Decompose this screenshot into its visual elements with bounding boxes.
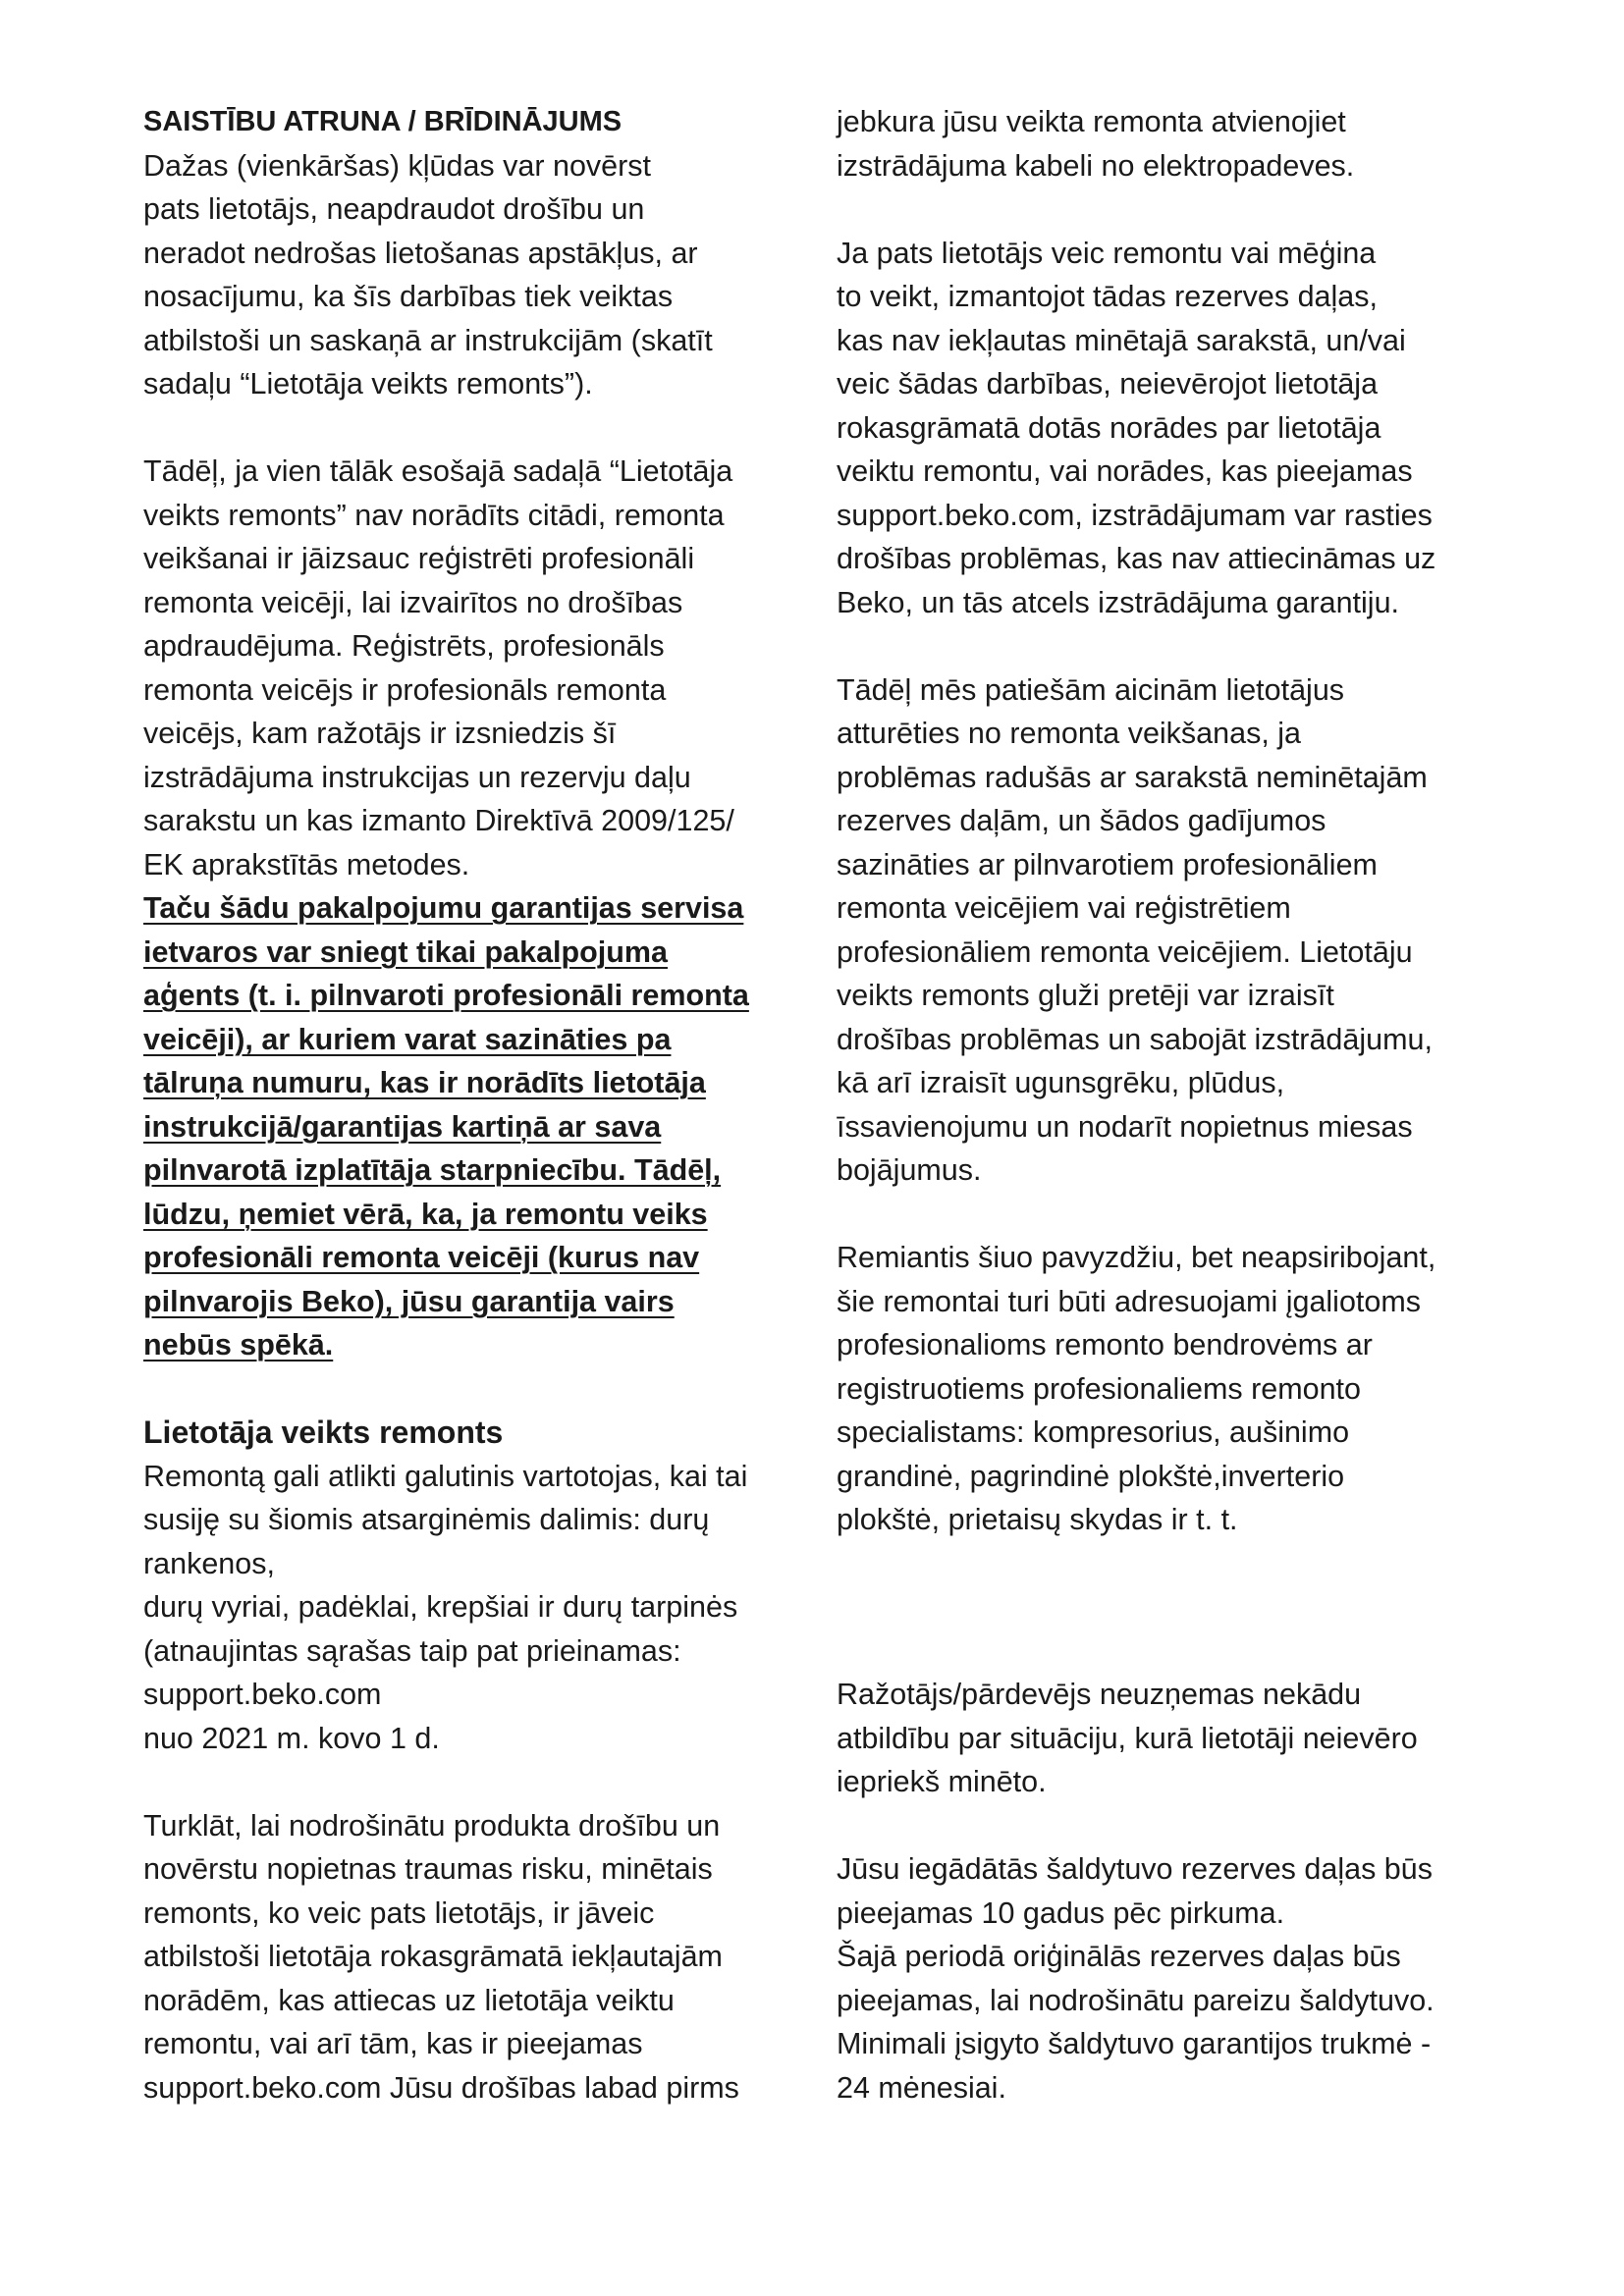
text-line: to veikt, izmantojot tādas rezerves daļas, bbox=[837, 280, 1378, 313]
text-line: nosacījumu, ka šīs darbības tiek veiktas bbox=[143, 280, 674, 313]
text-line: problēmas radušās ar sarakstā neminētajām bbox=[837, 760, 1428, 794]
text-line: specialistams: kompresorius, aušinimo bbox=[837, 1415, 1350, 1449]
text-line: iepriekš minēto. bbox=[837, 1765, 1047, 1798]
warning-line: instrukcijā/garantijas kartiņā ar sava bbox=[143, 1109, 662, 1144]
text-line: rezerves daļām, un šādos gadījumos bbox=[837, 804, 1326, 837]
text-line: EK aprakstītās metodes. bbox=[143, 847, 470, 881]
warning-line: pilnvarotā izplatītāja starpniecību. Tādēļ, bbox=[143, 1153, 722, 1187]
text-line: norādēm, kas attiecas uz lietotāja veiktu bbox=[143, 1983, 675, 2017]
text-line: veic šādas darbības, neievērojot lietotāja bbox=[837, 367, 1379, 400]
left-column bbox=[143, 100, 831, 2109]
text-line: pats lietotājs, neapdraudot drošību un bbox=[143, 192, 645, 226]
text-line: novērstu nopietnas traumas risku, minētais bbox=[143, 1852, 713, 1886]
text-line: apdraudējuma. Reģistrēts, profesionāls bbox=[143, 629, 665, 663]
text-line: Remontą gali atlikti galutinis vartotojas, kai tai bbox=[143, 1459, 748, 1493]
right-column bbox=[837, 100, 1514, 2109]
text-line: Tādēļ mēs patiešām aicinām lietotājus bbox=[837, 672, 1345, 707]
text-line: veikts remonts” nav norādīts citādi, remonta bbox=[143, 498, 725, 532]
text-line: bojājumus. bbox=[837, 1153, 982, 1187]
text-line: support.beko.com, izstrādājumam var rasties bbox=[837, 498, 1433, 532]
right-paragraph-4 bbox=[837, 1236, 1514, 1542]
warning-line: ietvaros var sniegt tikai pakalpojuma bbox=[143, 934, 668, 969]
text-line: pieejamas, lai nodrošinātu pareizu šaldytuvo. bbox=[837, 1983, 1435, 2017]
text-line: Ražotājs/pārdevējs neuzņemas nekādu bbox=[837, 1678, 1362, 1711]
right-paragraph-1 bbox=[837, 100, 1514, 187]
text-line: Remiantis šiuo pavyzdžiu, bet neapsiribojant, bbox=[837, 1241, 1436, 1274]
text-line: drošības problēmas, kas nav attiecināmas uz bbox=[837, 542, 1436, 575]
text-line: Ja pats lietotājs veic remontu vai mēģina bbox=[837, 236, 1377, 270]
text-line: remonts, ko veic pats lietotājs, ir jāveic bbox=[143, 1896, 655, 1930]
text-line: rokasgrāmatā dotās norādes par lietotāja bbox=[837, 410, 1381, 445]
text-line: Turklāt, lai nodrošinātu produkta drošību un bbox=[143, 1808, 721, 1842]
right-paragraph-3 bbox=[837, 668, 1514, 1193]
text-line: susiję su šiomis atsarginėmis dalimis: durų bbox=[143, 1503, 710, 1536]
warning-line: pilnvarojis Beko), jūsu garantija vairs bbox=[143, 1284, 675, 1318]
text-line: veikšanai ir jāizsauc reģistrēti profesionāli bbox=[143, 542, 695, 575]
left-paragraph-2 bbox=[143, 450, 831, 886]
text-line: kas nav iekļautas minētajā sarakstā, un/vai bbox=[837, 323, 1406, 357]
text-line: īssavienojumu un nodarīt nopietnus miesas bbox=[837, 1109, 1413, 1144]
text-line: grandinė, pagrindinė plokštė,inverterio bbox=[837, 1459, 1345, 1493]
right-paragraph-2 bbox=[837, 232, 1514, 625]
text-line: nuo 2021 m. kovo 1 d. bbox=[143, 1721, 440, 1755]
text-line: durų vyriai, padėklai, krepšiai ir durų tarpinės bbox=[143, 1590, 738, 1624]
text-line: 24 mėnesiai. bbox=[837, 2070, 1006, 2105]
text-line: atbilstoši lietotāja rokasgrāmatā iekļautajām bbox=[143, 1940, 723, 1973]
disclaimer-heading: SAISTĪBU ATRUNA / BRĪDINĀJUMS bbox=[143, 106, 623, 137]
text-line: profesionalioms remonto bendrovėms ar bbox=[837, 1328, 1373, 1362]
left-paragraph-4 bbox=[143, 1804, 831, 2110]
text-line: Beko, un tās atcels izstrādājuma garantiju. bbox=[837, 585, 1400, 619]
text-line: veiktu remontu, vai norādes, kas pieejamas bbox=[837, 454, 1413, 488]
text-line: Šajā periodā oriģinālās rezerves daļas būs bbox=[837, 1940, 1401, 1973]
warranty-warning bbox=[143, 886, 831, 1367]
text-line: (atnaujintas sąrašas taip pat prieinamas: bbox=[143, 1633, 681, 1668]
warning-line: lūdzu, ņemiet vērā, ka, ja remontu veiks bbox=[143, 1197, 708, 1231]
text-line: kā arī izraisīt ugunsgrēku, plūdus, bbox=[837, 1066, 1285, 1099]
right-paragraph-5 bbox=[837, 1673, 1514, 1804]
text-line: Minimali įsigyto šaldytuvo garantijos trukmė - bbox=[837, 2027, 1432, 2060]
text-line: sarakstu un kas izmanto Direktīvā 2009/125/ bbox=[143, 804, 734, 837]
warning-line: tālruņa numuru, kas ir norādīts lietotāja bbox=[143, 1066, 706, 1099]
text-line: remonta veicēji, lai izvairītos no drošības bbox=[143, 585, 683, 619]
text-line: registruotiems profesionaliems remonto bbox=[837, 1371, 1361, 1406]
text-line: sadaļu “Lietotāja veikts remonts”). bbox=[143, 367, 593, 400]
text-line: plokštė, prietaisų skydas ir t. t. bbox=[837, 1503, 1238, 1536]
text-line: Dažas (vienkāršas) kļūdas var novērst bbox=[143, 148, 651, 183]
text-line: Tādēļ, ja vien tālāk esošajā sadaļā “Lietotāja bbox=[143, 454, 733, 488]
text-line: atturēties no remonta veikšanas, ja bbox=[837, 717, 1302, 750]
text-line: veikts remonts gluži pretēji var izraisīt bbox=[837, 979, 1334, 1012]
text-line: šie remontai turi būti adresuojami įgaliotoms bbox=[837, 1284, 1422, 1318]
text-line: izstrādājuma kabeli no elektropadeves. bbox=[837, 148, 1355, 183]
warning-line: veicēji), ar kuriem varat sazināties pa bbox=[143, 1022, 672, 1056]
text-line: atbilstoši un saskaņā ar instrukcijām (skatīt bbox=[143, 323, 713, 357]
text-line: remonta veicējiem vai reģistrētiem bbox=[837, 891, 1291, 925]
text-line: remontu, vai arī tām, kas ir pieejamas bbox=[143, 2027, 643, 2060]
text-line: remonta veicējs ir profesionāls remonta bbox=[143, 672, 667, 707]
right-paragraph-6 bbox=[837, 1847, 1514, 2109]
text-line: support.beko.com bbox=[143, 1678, 382, 1711]
warning-line: profesionāli remonta veicēji (kurus nav bbox=[143, 1241, 700, 1274]
text-line: neradot nedrošas lietošanas apstākļus, ar bbox=[143, 236, 698, 270]
text-line: Jūsu iegādātās šaldytuvo rezerves daļas būs bbox=[837, 1852, 1433, 1886]
text-line: profesionāliem remonta veicējiem. Lietotāju bbox=[837, 934, 1413, 969]
text-line: sazināties ar pilnvarotiem profesionāliem bbox=[837, 847, 1378, 881]
text-line: pieejamas 10 gadus pēc pirkuma. bbox=[837, 1896, 1285, 1930]
warning-line: aģents (t. i. pilnvaroti profesionāli remonta bbox=[143, 979, 749, 1012]
user-repair-heading: Lietotāja veikts remonts bbox=[143, 1415, 504, 1450]
text-line: veicējs, kam ražotājs ir izsniedzis šī bbox=[143, 717, 617, 750]
text-line: support.beko.com Jūsu drošības labad pirms bbox=[143, 2070, 739, 2105]
left-paragraph-3 bbox=[143, 1455, 831, 1761]
left-paragraph-1 bbox=[143, 144, 831, 406]
warning-line: Taču šādu pakalpojumu garantijas servisa bbox=[143, 891, 744, 925]
text-line: rankenos, bbox=[143, 1546, 275, 1580]
text-line: izstrādājuma instrukcijas un rezervju daļu bbox=[143, 760, 691, 794]
text-line: drošības problēmas un sabojāt izstrādājumu, bbox=[837, 1022, 1433, 1056]
text-line: jebkura jūsu veikta remonta atvienojiet bbox=[837, 105, 1346, 138]
warning-line: nebūs spēkā. bbox=[143, 1328, 334, 1362]
text-line: atbildību par situāciju, kurā lietotāji neievēro bbox=[837, 1721, 1418, 1755]
